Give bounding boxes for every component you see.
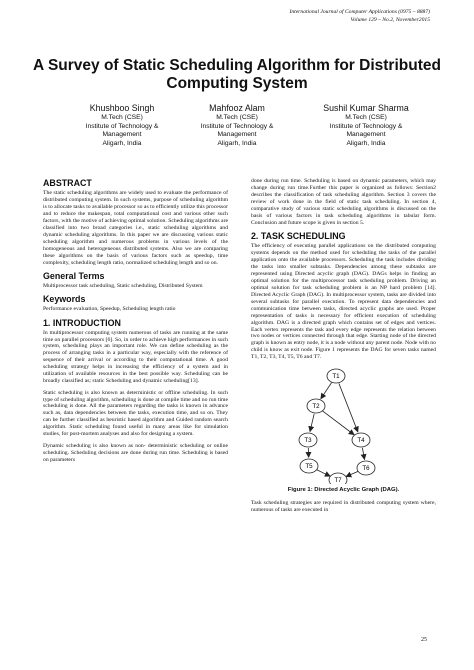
- task-scheduling-heading: 2. TASK SCHEDULING: [251, 231, 346, 242]
- general-terms-heading: General Terms: [43, 270, 105, 281]
- introduction-paragraph-2: Static scheduling is also known as deterministic or offline scheduling. In such type of scheduling algorithm, scheduling is done at compile time and no run time scheduling is done. All the parameters regarding the tasks is known in advance such as, data dependencies between the tasks, execution time, and so on. They can be further classified as heuristic based algorithm and Guided random search algorithm. Static scheduling found useful in many areas like for simulation studies, for post-mortem analyses and also for designing a system.: [43, 389, 228, 438]
- dag-figure: [251, 366, 436, 484]
- dag-node-label-t4: T4: [357, 436, 365, 444]
- keywords-heading: Keywords: [43, 294, 86, 305]
- abstract-heading: ABSTRACT: [43, 178, 92, 188]
- author-name: Sushil Kumar Sharma: [323, 103, 409, 113]
- task-scheduling-paragraph: The efficiency of executing parallel applications on the distributed computing systems depends on the method used for scheduling the tasks of the parallel application onto the available processors. Scheduling the task includes dividing the tasks into smaller subtasks. Dependencies among these subtasks are represented using Directed acyclic graph (DAG). DAGs helps in finding an optimal solution for the multiprocessor task scheduling problem. Driving an optimal solution for task scheduling problem is an NP hard problem [14]. Directed Acyclic Graph (DAG). In multiprocessor system, tasks are divided into several subtasks for parallel execution. To represent data dependencies and communication time between tasks, directed acyclic graphs are used. Proper representation of tasks is necessary for efficient execution of scheduling algorithm. DAG is a directed graph which contains set of edges and vertices. Each vertex represents the task and every edge represents the relation between two nodes or vertices connected through that edge. Starting node of the directed graph is known as entry node, it is a node without any parent node. Node with no child is know as exit node. Figure 1 represents the DAG for seven tasks named T1, T2, T3, T4, T5, T6 and T7.: [251, 243, 436, 361]
- dag-edge-t1-t4: [339, 383, 358, 432]
- author-institute-line2: Management: [102, 131, 142, 139]
- journal-volume: Volume 129 – No.2, November2015: [350, 17, 430, 23]
- dag-node-label-t2: T2: [312, 402, 320, 410]
- introduction-paragraph-3: Dynamic scheduling is also known as non- deterministic scheduling or online scheduling. Scheduling decisions are done during run time. Scheduling is based on parameters: [43, 442, 228, 463]
- dag-node-label-t3: T3: [304, 436, 312, 444]
- author-institute: Institute of Technology &: [85, 122, 159, 130]
- left-column: [43, 178, 228, 468]
- author-name: Mahfooz Alam: [209, 103, 265, 113]
- dag-edge-t5-t7: [316, 469, 330, 476]
- author-city: Aligarh, India: [102, 139, 142, 147]
- dag-edge-t6-t7: [346, 471, 359, 477]
- author-institute-line2: Management: [217, 131, 257, 139]
- dag-node-label-t5: T5: [305, 462, 313, 470]
- figure-caption: Figure 1: Directed Acyclic Graph (DAG).: [287, 486, 400, 493]
- dag-node-label-t1: T1: [332, 372, 340, 380]
- keywords-text: Performance evaluation, Speedup, Scheduling length ratio: [43, 306, 176, 313]
- dag-edge-t2-t4: [322, 410, 354, 434]
- organization-paragraph: done during run time. Scheduling is based on dynamic parameters, which may change during run time.Further this paper is organized as follows: Section2 describes the classification of task scheduling algorithm. Section 3 covers the review of work done in the field of static task scheduling. In section 4, comparative study of various static scheduling algorithms is discussed on the basis of various factors in task scheduling algorithms in tabular form. Conclusion and future scope is given in section 5.: [251, 178, 436, 226]
- abstract-text: The static scheduling algorithms are widely used to evaluate the performance of distributed computing system. In such systems, purpose of scheduling algorithm is to allocate tasks to available processor so as to efficiently utilize this processor and to reduce the makespan, total computational cost and various other such factors, with the motive of achieving optimal solution. Scheduling algorithms are classified into two broad categories i.e., static scheduling algorithms and dynamic scheduling algorithms. In this paper we are discussing various static scheduling algorithm and numerous problems in various levels of the homogeneous and heterogeneous distributed systems. Also we are comparing these algorithms on the basis of various factors such as speedup, time complexity, scheduling length ratio, normalized scheduling length and so on.: [43, 190, 228, 266]
- task-strategy-paragraph: Task scheduling strategies are required in distributed computing system where, numerous of tasks are executed in: [251, 499, 436, 513]
- journal-name: International Journal of Computer Applications (0975 – 8887): [289, 9, 430, 15]
- introduction-heading: 1. INTRODUCTION: [43, 317, 121, 328]
- author-degree: M.Tech (CSE): [216, 114, 258, 121]
- author-degree: M.Tech (CSE): [345, 114, 387, 121]
- dag-edge-t4-t6: [362, 448, 364, 460]
- author-institute-line2: Management: [346, 131, 386, 139]
- author-city: Aligarh, India: [217, 139, 257, 147]
- introduction-paragraph-1: In multiprocessor computing system numerous of tasks are running at the same time on parallel processors [6]. So, in order to achieve high performances in such system, scheduling plays an important role. We can define scheduling as the process of arranging tasks in a particular way, especially with the reference of sequence of their arrival or according to their computational time. A good scheduling strategy helps in increasing the efficiency of a system and in utilization of available resources in the best possible way. Scheduling can be broadly classified as; static Scheduling and dynamic scheduling[13].: [43, 329, 228, 385]
- author-name: Khushboo Singh: [89, 103, 155, 113]
- author-institute: Institute of Technology &: [329, 122, 403, 130]
- author-block-1: [55, 102, 189, 148]
- author-block-2: [170, 102, 304, 148]
- page-number: 25: [421, 637, 427, 643]
- journal-header: [130, 8, 430, 24]
- author-degree: M.Tech (CSE): [101, 114, 143, 121]
- dag-node-label-t6: T6: [362, 464, 370, 472]
- author-city: Aligarh, India: [346, 139, 386, 147]
- dag-node-label-t7: T7: [334, 476, 342, 484]
- paper-title: A Survey of Static Scheduling Algorithm for Distributed Computing System: [33, 57, 441, 92]
- author-institute: Institute of Technology &: [200, 122, 274, 130]
- dag-edge-t2-t3: [310, 413, 314, 431]
- general-terms-text: Multiprocessor task scheduling, Static scheduling, Distributed System: [43, 282, 203, 289]
- dag-edge-t1-t2: [321, 382, 332, 398]
- author-block-3: [299, 102, 433, 148]
- right-column: [251, 178, 436, 518]
- dag-diagram: [251, 366, 436, 484]
